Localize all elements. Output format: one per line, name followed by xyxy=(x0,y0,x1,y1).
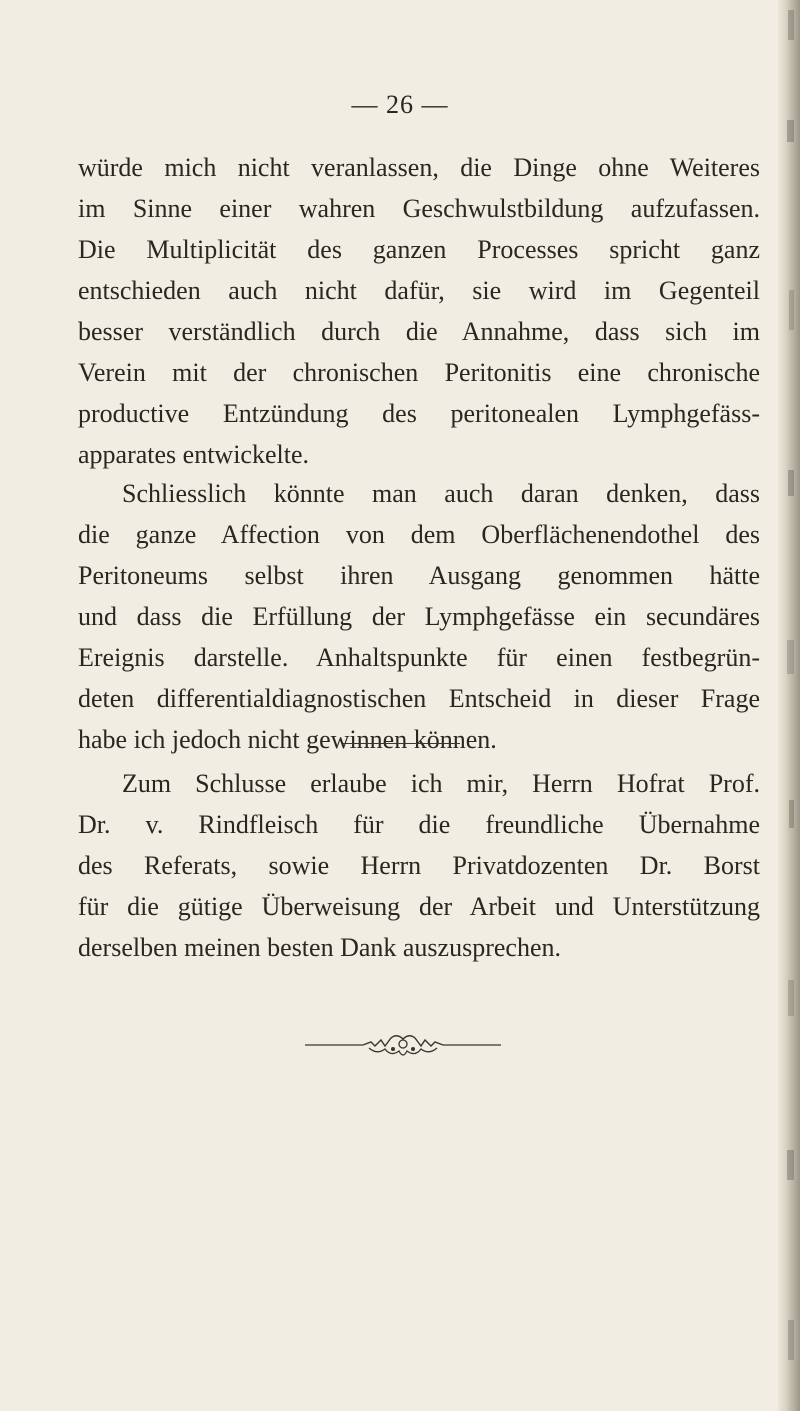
text-line: im Sinne einer wahren Geschwulstbildung aufzufassen. xyxy=(78,194,760,223)
text-line: des Referats, sowie Herrn Privatdozenten Dr. Borst xyxy=(78,851,760,880)
paragraph-2 xyxy=(78,473,760,760)
text-line: Ereignis darstelle. Anhaltspunkte für einen festbegrün- xyxy=(78,643,760,672)
text-line: habe ich jedoch nicht gewinnen können. xyxy=(78,725,497,754)
text-line: Dr. v. Rindfleisch für die freundliche Übernahme xyxy=(78,810,760,839)
text-line: Schliesslich könnte man auch daran denken, dass xyxy=(122,479,760,508)
text-line: Die Multiplicität des ganzen Processes spricht ganz xyxy=(78,235,760,264)
text-line: die ganze Affection von dem Oberflächenendothel des xyxy=(78,520,760,549)
text-line: Verein mit der chronischen Peritonitis eine chronische xyxy=(78,358,760,387)
ornament-flourish-icon xyxy=(305,1029,501,1061)
text-line: Peritoneums selbst ihren Ausgang genommen hätte xyxy=(78,561,760,590)
paragraph-1 xyxy=(78,147,760,475)
text-line: besser verständlich durch die Annahme, dass sich im xyxy=(78,317,760,346)
text-line: apparates entwickelte. xyxy=(78,440,309,469)
section-divider xyxy=(343,743,460,744)
text-line: derselben meinen besten Dank auszusprechen. xyxy=(78,933,561,962)
text-line: und dass die Erfüllung der Lymphgefässe ein secundäres xyxy=(78,602,760,631)
text-line: würde mich nicht veranlassen, die Dinge ohne Weiteres xyxy=(78,153,760,182)
page-number: — 26 — xyxy=(351,90,449,119)
text-line: entschieden auch nicht dafür, sie wird im Gegenteil xyxy=(78,276,760,305)
paragraph-acknowledgement xyxy=(78,763,760,968)
page-edge-marks xyxy=(786,0,796,1411)
text-line: Zum Schlusse erlaube ich mir, Herrn Hofrat Prof. xyxy=(122,769,760,798)
text-line: deten differentialdiagnostischen Entscheid in dieser Frage xyxy=(78,684,760,713)
text-line: productive Entzündung des peritonealen Lymphgefäss- xyxy=(78,399,760,428)
text-line: für die gütige Überweisung der Arbeit und Unterstützung xyxy=(78,892,760,921)
